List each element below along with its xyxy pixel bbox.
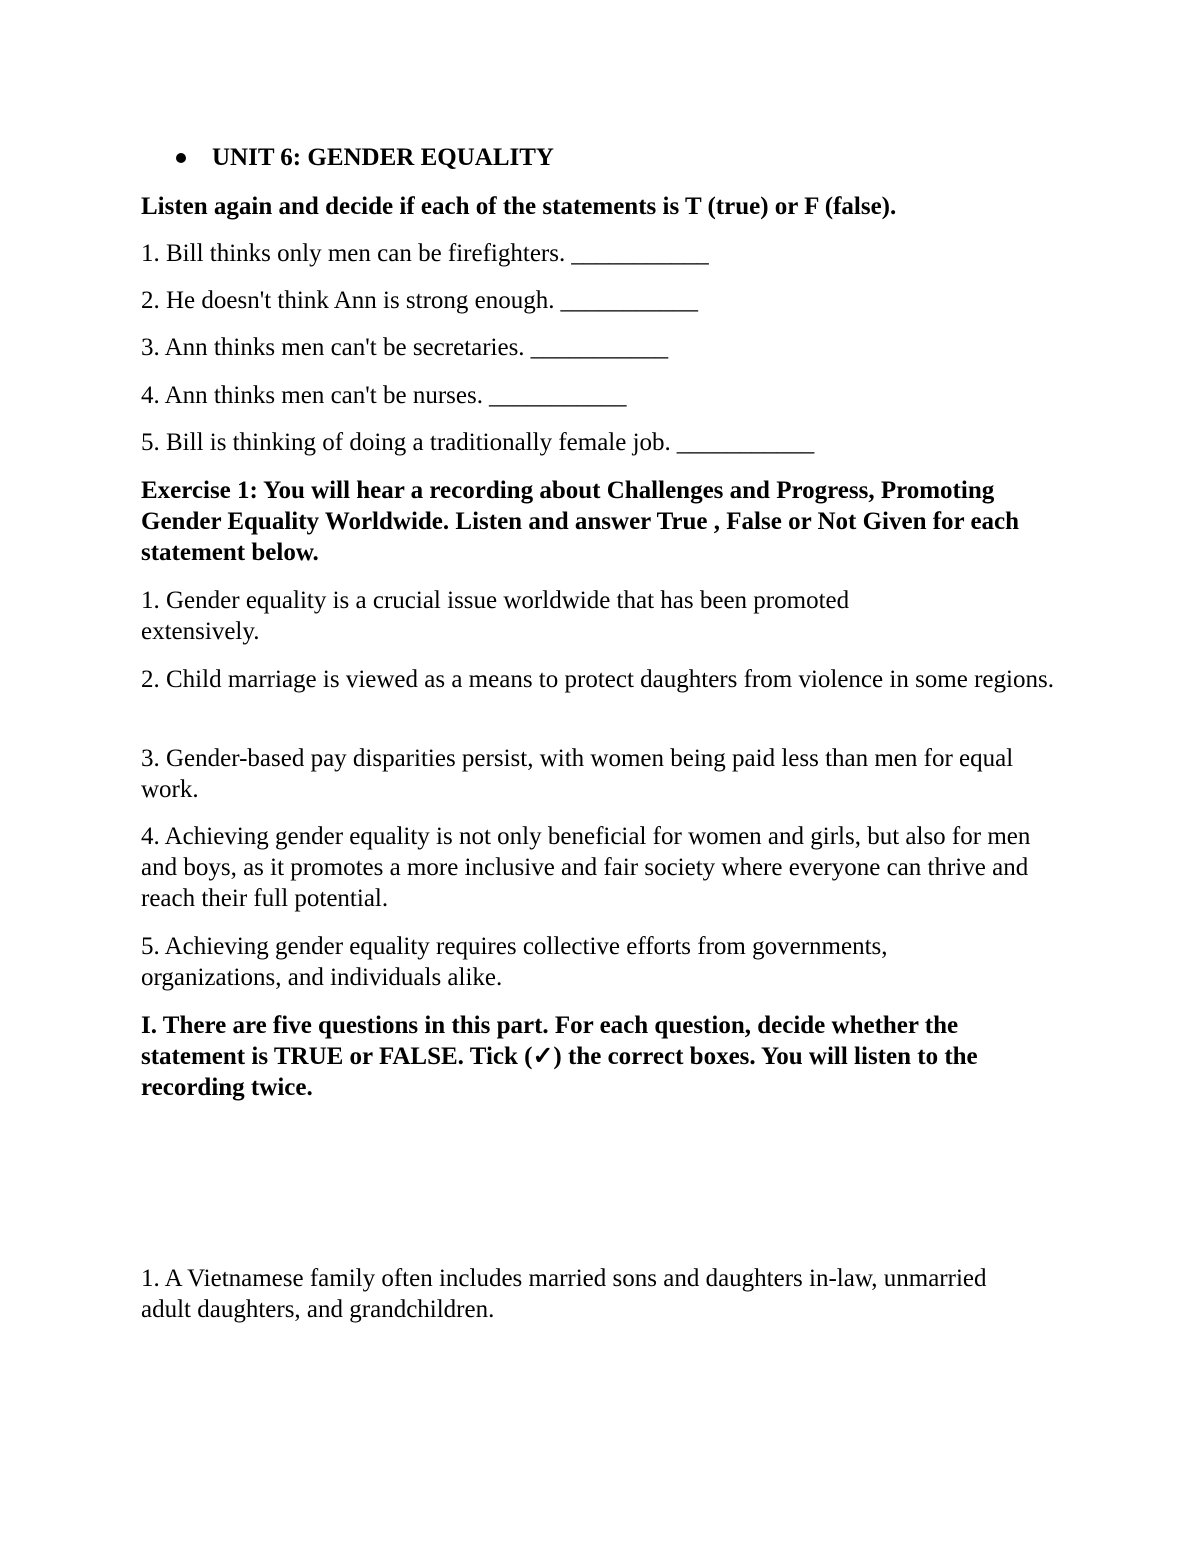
bullet-icon (176, 153, 186, 163)
exercise-1-instruction: Exercise 1: You will hear a recording about Challenges and Progress, Promoting Gender Equality Worldwide. Listen and answer True , False or Not Given for each statement below. (141, 477, 1020, 566)
exercise-1-item-1: 1. Gender equality is a crucial issue worldwide that has been promoted extensively. (141, 587, 850, 645)
statement-text: 4. Ann thinks men can't be nurses. (141, 382, 483, 409)
statement-text: 1. Bill thinks only men can be firefighters. (141, 240, 566, 267)
unit-heading: UNIT 6: GENDER EQUALITY (212, 144, 554, 171)
statement-item-3 (141, 332, 668, 363)
statement-item-4 (141, 380, 626, 411)
section-a-instruction: Listen again and decide if each of the statements is T (true) or F (false). (141, 193, 897, 220)
part-i-item-1: 1. A Vietnamese family often includes married sons and daughters in-law, unmarried adult daughters, and grandchildren. (141, 1265, 987, 1323)
exercise-1-item-5: 5. Achieving gender equality requires collective efforts from governments, organizations, and individuals alike. (141, 933, 888, 991)
statement-text: 3. Ann thinks men can't be secretaries. (141, 334, 525, 361)
answer-blank[interactable]: ___________ (530, 334, 669, 361)
statement-item-5 (141, 427, 814, 458)
exercise-1-item-2: 2. Child marriage is viewed as a means to protect daughters from violence in some regions. (141, 666, 1054, 693)
part-i-instruction: I. There are five questions in this part. For each question, decide whether the statement is TRUE or FALSE. Tick (✓) the correct boxes. You will listen to the recording twice. (141, 1012, 978, 1101)
statement-item-1 (141, 238, 709, 269)
statement-item-2 (141, 285, 698, 316)
answer-blank[interactable]: ___________ (560, 287, 699, 314)
answer-blank[interactable]: ___________ (676, 429, 815, 456)
answer-blank[interactable]: ___________ (488, 382, 627, 409)
exercise-1-item-3: 3. Gender-based pay disparities persist, with women being paid less than men for equal work. (141, 745, 1014, 803)
exercise-1-item-4: 4. Achieving gender equality is not only beneficial for women and girls, but also for men and boys, as it promotes a more inclusive and fair society where everyone can thrive and reach their full potential. (141, 823, 1031, 912)
answer-blank[interactable]: ___________ (571, 240, 709, 267)
statement-text: 5. Bill is thinking of doing a traditionally female job. (141, 429, 671, 456)
statement-text: 2. He doesn't think Ann is strong enough. (141, 287, 555, 314)
